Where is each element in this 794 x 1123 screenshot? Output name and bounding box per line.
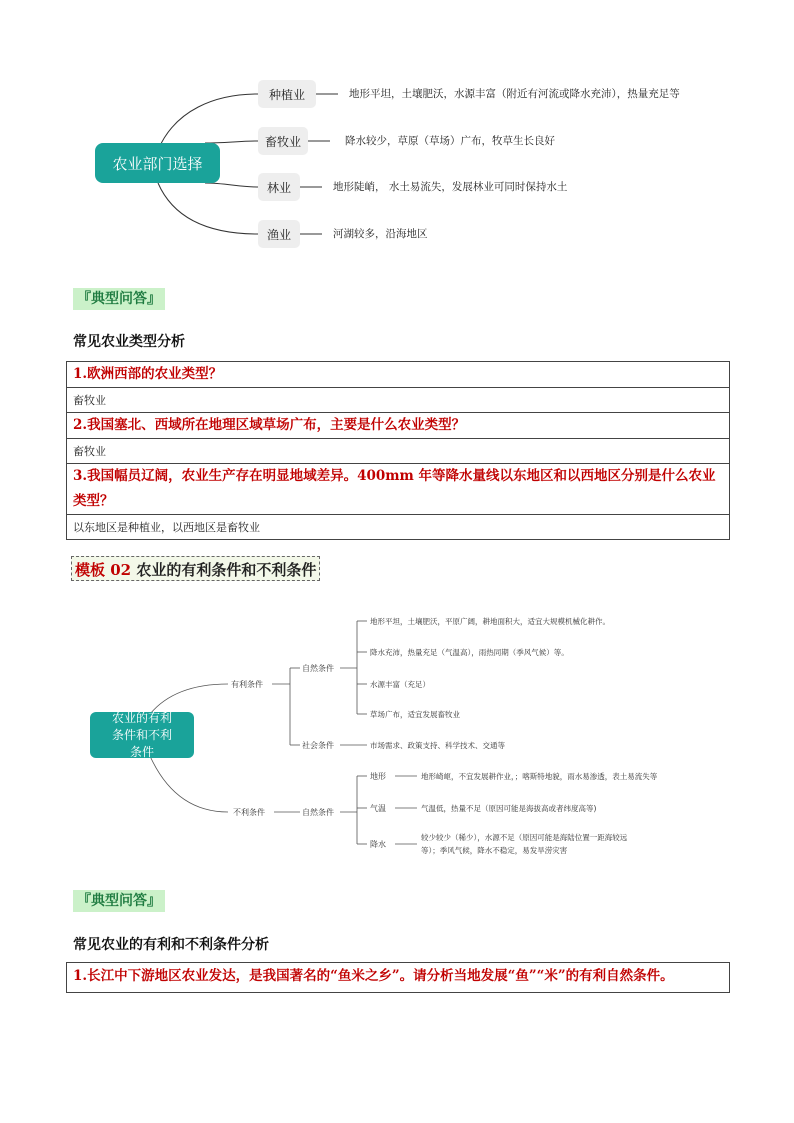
table-row	[67, 439, 730, 464]
table-row	[67, 963, 730, 993]
branch-forestry: 林业	[258, 173, 300, 201]
unfavorable-natural-node: 自然条件	[302, 808, 334, 817]
favorable-social-item: 市场需求、政策支持、科学技术、交通等	[370, 741, 505, 750]
favorable-social-node: 社会条件	[302, 741, 334, 750]
factor-precipitation: 降水	[370, 840, 386, 849]
favorable-natural-item: 水源丰富（充足）	[370, 680, 430, 689]
branch-fishery: 渔业	[258, 220, 300, 248]
factor-terrain: 地形	[370, 772, 386, 781]
question-2: 2.我国塞北、西域所在地理区域草场广布，主要是什么农业类型？	[67, 413, 730, 439]
unfavorable-node: 不利条件	[233, 808, 265, 817]
question-3: 3.我国幅员辽阔，农业生产存在明显地域差异。400mm 年等降水量线以东地区和以西地区分别是什么农业类型？	[67, 464, 730, 515]
typical-qa-tag: 『典型问答』	[73, 288, 165, 310]
favorable-node: 有利条件	[231, 680, 263, 689]
mindmap2-root: 农业的有利条件和不利条件	[90, 712, 194, 758]
favorable-natural-item: 地形平坦，土壤肥沃，平原广阔，耕地面积大，适宜大规模机械化耕作。	[370, 617, 610, 626]
template-number: 模板 02	[75, 561, 132, 579]
factor-temperature-desc: 气温低，热量不足（原因可能是海拔高或者纬度高等)	[421, 804, 597, 813]
answer-1: 畜牧业	[67, 388, 730, 413]
factor-temperature: 气温	[370, 804, 386, 813]
factor-terrain-desc: 地形崎岖，不宜发展耕作业，；喀斯特地貌，雨水易渗透，表土易流失等	[421, 772, 658, 781]
table-row	[67, 413, 730, 439]
qa-table-1	[66, 361, 730, 540]
question-1: 1.欧洲西部的农业类型？	[67, 362, 730, 388]
branch-forestry-desc: 地形陡峭， 水土易流失，发展林业可同时保持水土	[333, 181, 568, 193]
table-row	[67, 515, 730, 540]
branch-livestock: 畜牧业	[258, 127, 308, 155]
template-title-text: 农业的有利条件和不利条件	[136, 561, 317, 579]
favorable-natural-item: 降水充沛，热量充足（气温高），雨热同期（季风气候）等。	[370, 648, 569, 657]
answer-3: 以东地区是种植业，以西地区是畜牧业	[67, 515, 730, 540]
branch-fishery-desc: 河湖较多，沿海地区	[333, 228, 428, 240]
template-heading	[71, 556, 320, 581]
favorable-natural-item: 草场广布，适宜发展畜牧业	[370, 710, 460, 719]
table-row	[67, 362, 730, 388]
branch-planting-desc: 地形平坦，土壤肥沃，水源丰富（附近有河流或降水充沛），热量充足等	[349, 88, 680, 100]
question-1: 1.长江中下游地区农业发达，是我国著名的“鱼米之乡”。请分析当地发展“鱼”“米”的有利自然条件。	[67, 963, 730, 993]
factor-precipitation-desc-2: 等）；季风气候，降水不稳定，易发旱涝灾害	[421, 846, 568, 855]
section1-title: 常见农业类型分析	[73, 334, 185, 350]
table-row	[67, 388, 730, 413]
section2-title: 常见农业的有利和不利条件分析	[73, 937, 269, 953]
answer-2: 畜牧业	[67, 439, 730, 464]
favorable-natural-node: 自然条件	[302, 664, 334, 673]
table-row	[67, 464, 730, 515]
mindmap1-root: 农业部门选择	[95, 143, 220, 183]
typical-qa-tag-2: 『典型问答』	[73, 890, 165, 912]
branch-planting: 种植业	[258, 80, 316, 108]
qa-table-2	[66, 962, 730, 993]
factor-precipitation-desc: 较少较少（稀少），水源不足（原因可能是海陆位置一距海较远	[421, 833, 628, 842]
branch-livestock-desc: 降水较少，草原（草场）广布，牧草生长良好	[345, 135, 555, 147]
